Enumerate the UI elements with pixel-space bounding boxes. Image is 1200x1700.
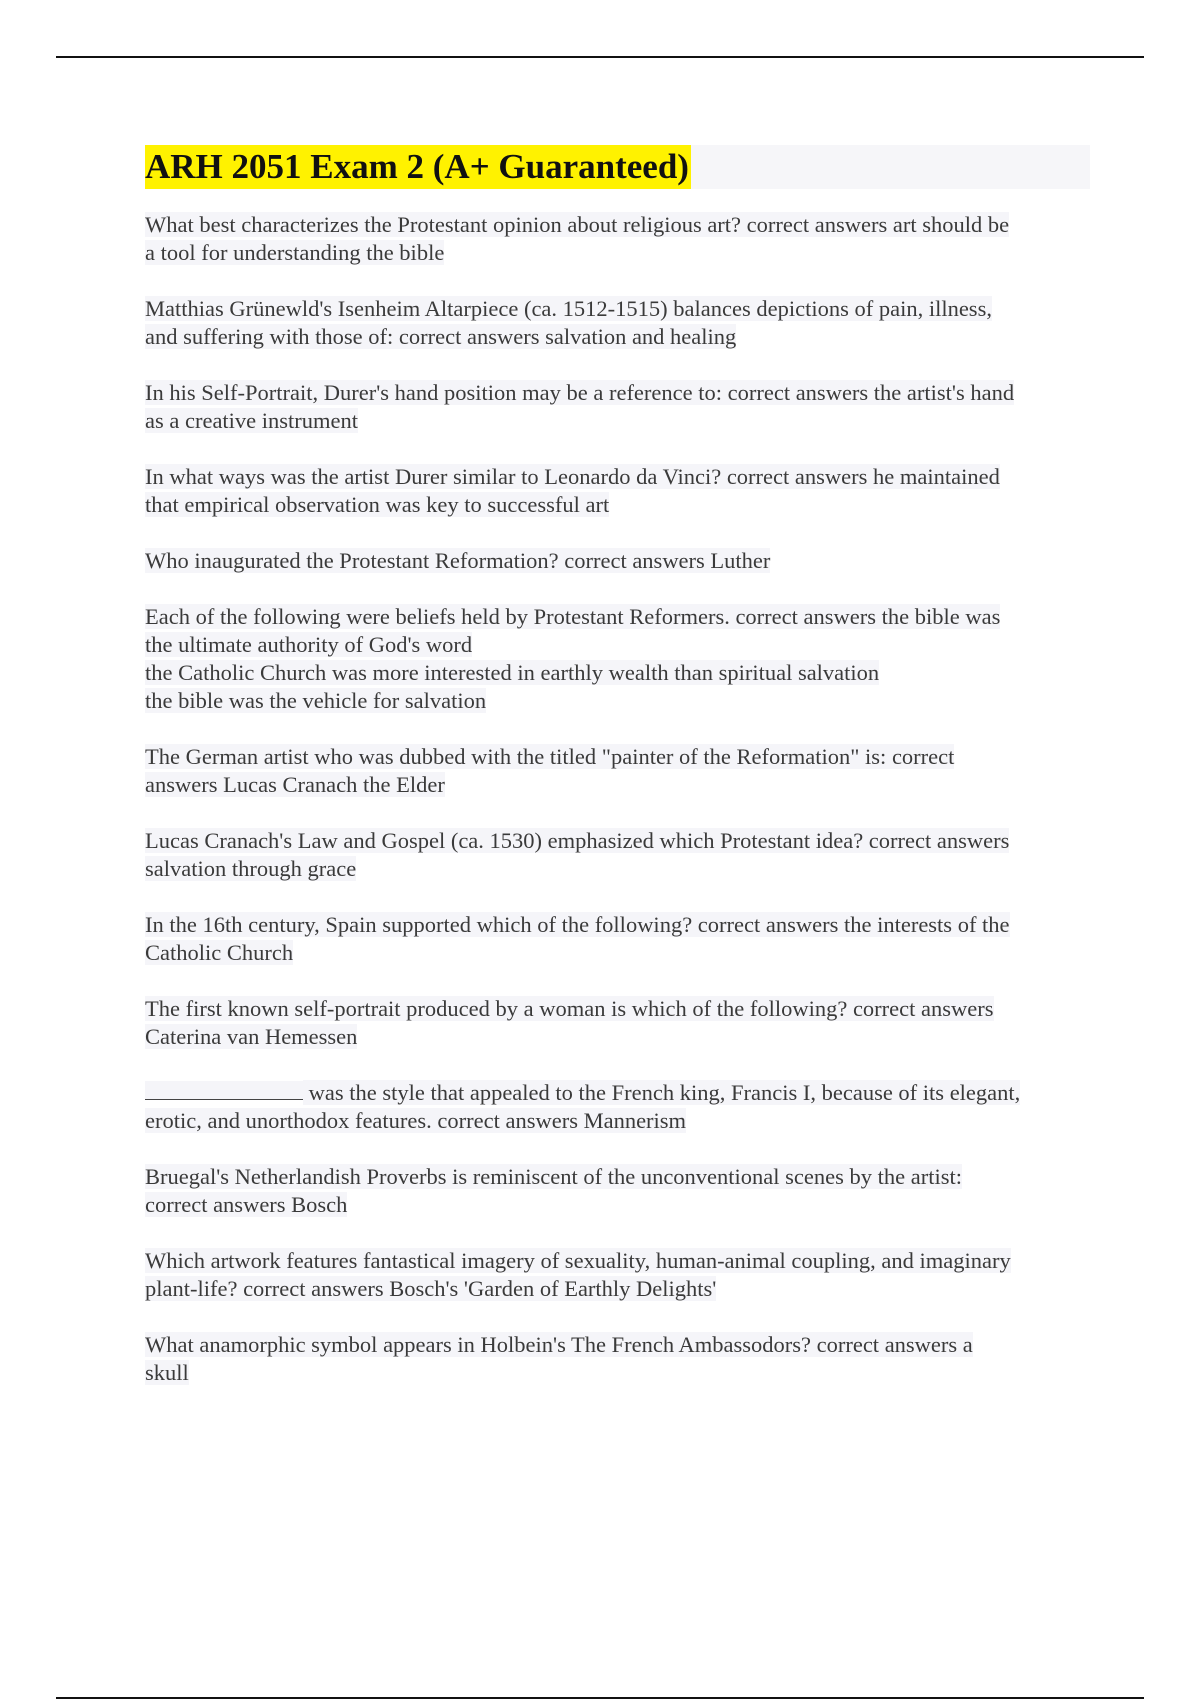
qa-item (145, 1331, 1090, 1387)
document-title: ARH 2051 Exam 2 (A+ Guaranteed) (145, 145, 691, 189)
qa-line: Caterina van Hemessen (145, 1024, 358, 1049)
qa-line: The first known self-portrait produced by a woman is which of the following? correct answers (145, 996, 994, 1021)
top-rule (56, 56, 1144, 58)
title-row (145, 145, 1090, 189)
qa-item (145, 1163, 1090, 1219)
qa-item (145, 995, 1090, 1051)
qa-line: answers Lucas Cranach the Elder (145, 772, 445, 797)
qa-line: In the 16th century, Spain supported which of the following? correct answers the interests of the (145, 912, 1010, 937)
qa-item (145, 827, 1090, 883)
qa-line: correct answers Bosch (145, 1192, 348, 1217)
qa-item (145, 743, 1090, 799)
qa-line: Bruegal's Netherlandish Proverbs is reminiscent of the unconventional scenes by the artist: (145, 1164, 962, 1189)
qa-item (145, 603, 1090, 715)
qa-line: salvation through grace (145, 856, 357, 881)
qa-line: Each of the following were beliefs held by Protestant Reformers. correct answers the bible was (145, 604, 1001, 629)
bottom-rule (56, 1697, 1144, 1699)
qa-item (145, 1247, 1090, 1303)
qa-line: the bible was the vehicle for salvation (145, 688, 487, 713)
qa-line: plant-life? correct answers Bosch's 'Garden of Earthly Delights' (145, 1276, 717, 1301)
qa-line: The German artist who was dubbed with the titled "painter of the Reformation" is: correct (145, 744, 955, 769)
qa-line: In his Self-Portrait, Durer's hand position may be a reference to: correct answers the artist's hand (145, 380, 1015, 405)
qa-line: the Catholic Church was more interested in earthly wealth than spiritual salvation (145, 660, 880, 685)
qa-item (145, 211, 1090, 267)
qa-line: What anamorphic symbol appears in Holbein's The French Ambassodors? correct answers a (145, 1332, 973, 1357)
qa-item (145, 379, 1090, 435)
qa-item (145, 295, 1090, 351)
qa-line: skull (145, 1360, 189, 1385)
qa-line: Which artwork features fantastical imagery of sexuality, human-animal coupling, and imaginary (145, 1248, 1011, 1273)
fill-in-blank (145, 1081, 303, 1100)
qa-line: and suffering with those of: correct answers salvation and healing (145, 324, 737, 349)
qa-item (145, 463, 1090, 519)
qa-item (145, 1079, 1090, 1135)
qa-line: was the style that appealed to the French king, Francis I, because of its elegant, (145, 1079, 1090, 1107)
qa-line: Matthias Grünewld's Isenheim Altarpiece (ca. 1512-1515) balances depictions of pain, illness, (145, 296, 992, 321)
qa-line: as a creative instrument (145, 408, 359, 433)
qa-line: What best characterizes the Protestant opinion about religious art? correct answers art should be (145, 212, 1010, 237)
qa-line: Who inaugurated the Protestant Reformation? correct answers Luther (145, 548, 771, 573)
qa-line: the ultimate authority of God's word (145, 632, 473, 657)
qa-line: erotic, and unorthodox features. correct answers Mannerism (145, 1108, 687, 1133)
qa-line: a tool for understanding the bible (145, 240, 445, 265)
qa-list (145, 211, 1090, 1387)
qa-item (145, 547, 1090, 575)
qa-line: Lucas Cranach's Law and Gospel (ca. 1530) emphasized which Protestant idea? correct answers (145, 828, 1010, 853)
qa-line: In what ways was the artist Durer similar to Leonardo da Vinci? correct answers he maintained (145, 464, 1000, 489)
qa-item (145, 911, 1090, 967)
document-body (145, 145, 1090, 1415)
qa-line: that empirical observation was key to successful art (145, 492, 610, 517)
qa-line: Catholic Church (145, 940, 294, 965)
